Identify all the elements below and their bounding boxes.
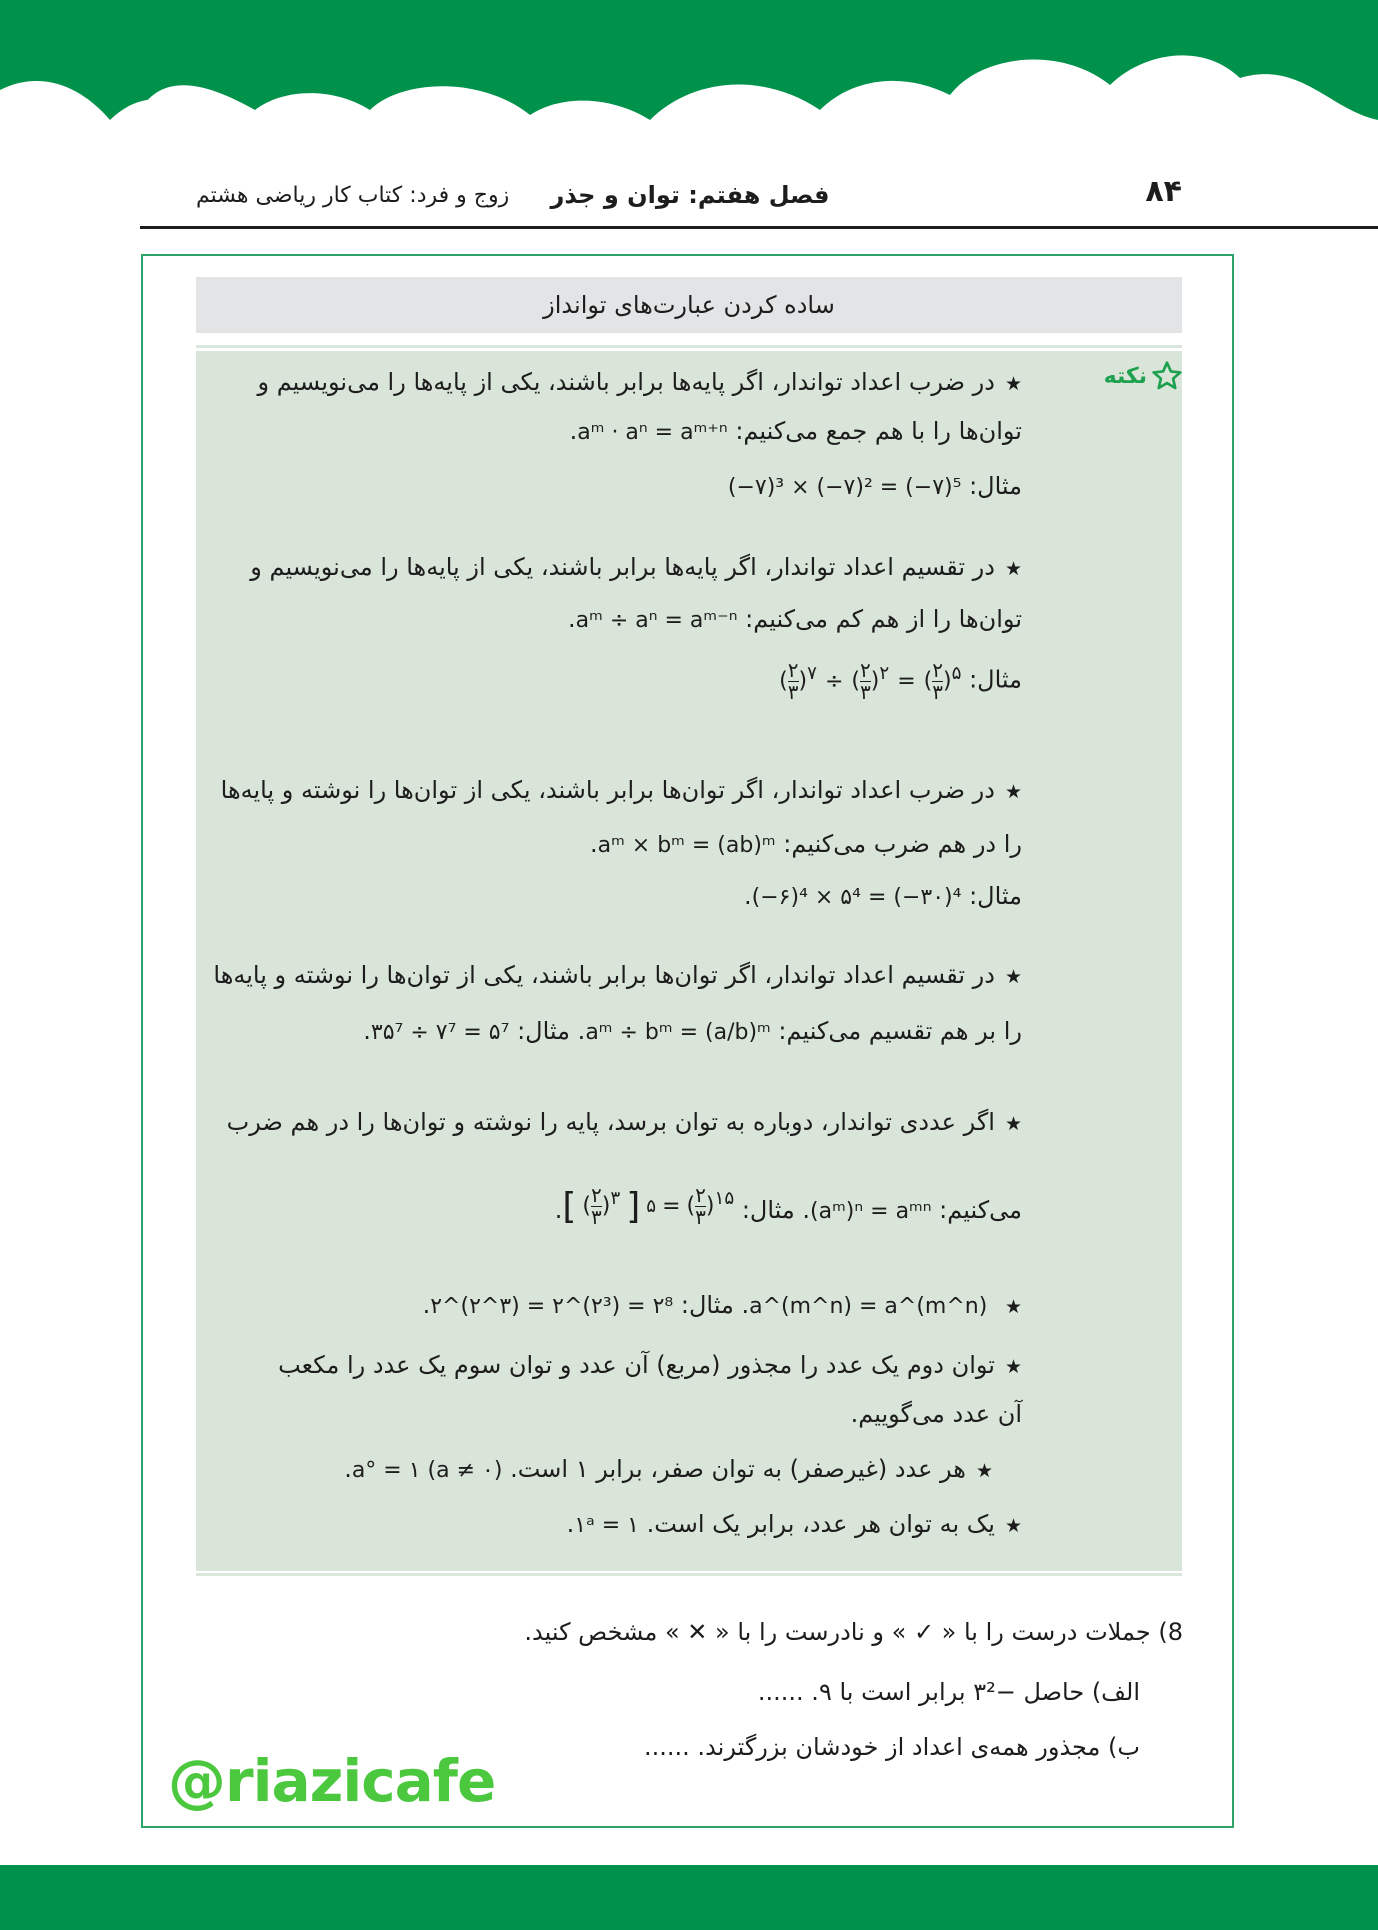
rule-7-line-1: ★توان دوم یک عدد را مجذور (مربع) آن عدد و توان سوم یک عدد را مکعب <box>278 1351 1022 1379</box>
watermark: @riazicafe <box>168 1747 496 1815</box>
rule-1-line-1: ★در ضرب اعداد تواندار، اگر پایه‌ها برابر باشند، یکی از پایه‌ها را می‌نویسیم و <box>257 368 1022 396</box>
rule-3-line-1: ★در ضرب اعداد تواندار، اگر توان‌ها برابر باشند، یکی از توان‌ها را نوشته و پایه‌ها <box>220 776 1022 804</box>
section-title: ساده کردن عبارت‌های توانداز <box>196 277 1182 333</box>
bullet-star-icon: ★ <box>975 1460 993 1482</box>
rule-9-formula: ۱ᵃ = ۱ <box>574 1513 639 1538</box>
rule-2-formula: aᵐ ÷ aⁿ = aᵐ⁻ⁿ <box>575 608 738 633</box>
rule-5-formula: (aᵐ)ⁿ = aᵐⁿ <box>810 1199 932 1224</box>
rule-3-example-formula: (−۶)⁴ × ۵⁴ = (−۳۰)⁴ <box>751 885 962 910</box>
divider <box>196 1573 1182 1576</box>
rule-8-line-1: ★هر عدد (غیرصفر) به توان صفر، برابر ۱ است. a° = ۱ (a ≠ ۰). <box>344 1455 993 1483</box>
rule-2-example: مثال: ( $\frac{۲}{۳}$ )$^۷$ ÷ ( $\frac{۲}{۳}$ )$^۲$ = ( $\frac{۲}{۳}$ )$^۵$ <box>779 658 1022 704</box>
rule-1-example-formula: (−۷)³ × (−۷)² = (−۷)⁵ <box>727 475 962 500</box>
bullet-star-icon: ★ <box>1004 1515 1022 1537</box>
star-icon <box>1151 360 1183 392</box>
header-cloud-banner <box>0 0 1378 170</box>
rule-3-line-2: را در هم ضرب می‌کنیم: aᵐ × bᵐ = (ab)ᵐ. <box>589 830 1022 858</box>
bullet-star-icon: ★ <box>1004 1356 1022 1378</box>
rule-4-example-formula: ۳۵⁷ ÷ ۷⁷ = ۵⁷ <box>370 1020 510 1045</box>
rule-2-example-formula: ( $\frac{۲}{۳}$ )$^۷$ ÷ ( $\frac{۲}{۳}$ )$^۲$ = ( $\frac{۲}{۳}$ )$^۵$ <box>779 658 962 704</box>
rule-6-example-formula: ۲^(۲^۳) = ۲^(۲³) = ۲⁸ <box>430 1294 674 1319</box>
exercise-number: 8) <box>1158 1618 1183 1646</box>
rule-4-formula: aᵐ ÷ bᵐ = (a/b)ᵐ <box>585 1020 771 1045</box>
rule-9-line-1: ★یک به توان هر عدد، برابر یک است. ۱ᵃ = ۱. <box>566 1510 1022 1538</box>
rule-5-example-formula: [ ( $\frac{۲}{۳}$ )$^۳$ ] ۵ = ( $\frac{۲}{۳}$ )$^{۱۵}$ <box>562 1183 735 1229</box>
rule-5-line-2: می‌کنیم: (aᵐ)ⁿ = aᵐⁿ. مثال: [ ( $\frac{۲}{۳}$ )$^۳$ ] ۵ = ( $\frac{۲}{۳}$ )$^{۱۵}$ . <box>554 1183 1022 1229</box>
bullet-star-icon: ★ <box>1004 1296 1022 1318</box>
rule-8-formula: a° = ۱ (a ≠ ۰) <box>351 1458 503 1483</box>
rule-1-example: مثال: (−۷)³ × (−۷)² = (−۷)⁵ <box>727 472 1022 500</box>
book-title: زوج و فرد: کتاب کار ریاضی هشتم <box>196 183 510 208</box>
bullet-star-icon: ★ <box>1004 373 1022 395</box>
rule-5-line-1: ★اگر عددی تواندار، دوباره به توان برسد، پایه را نوشته و توان‌ها را در هم ضرب <box>226 1108 1022 1136</box>
footer-bar <box>0 1865 1378 1930</box>
rule-4-line-1: ★در تقسیم اعداد تواندار، اگر توان‌ها برابر باشند، یکی از توان‌ها را نوشته و پایه‌ها <box>213 961 1022 989</box>
page-number: ۸۴ <box>1145 174 1182 209</box>
chapter-title: فصل هفتم: توان و جذر <box>550 181 830 209</box>
bullet-star-icon: ★ <box>1004 966 1022 988</box>
rule-6-line-1: ★ a^(m^n) = a^(m^n). مثال: ۲^(۲^۳) = ۲^(۲³) = ۲⁸. <box>422 1291 1022 1319</box>
rule-2-line-2: توان‌ها را از هم کم می‌کنیم: aᵐ ÷ aⁿ = aᵐ⁻ⁿ. <box>568 605 1022 633</box>
bullet-star-icon: ★ <box>1004 1113 1022 1135</box>
rule-6-formula: a^(m^n) = a^(m^n) <box>749 1294 988 1319</box>
rule-1-line-2: توان‌ها را با هم جمع می‌کنیم: aᵐ · aⁿ = aᵐ⁺ⁿ. <box>569 417 1022 445</box>
rule-1-formula: aᵐ · aⁿ = aᵐ⁺ⁿ <box>577 420 728 445</box>
bullet-star-icon: ★ <box>1004 558 1022 580</box>
rule-4-line-2: را بر هم تقسیم می‌کنیم: aᵐ ÷ bᵐ = (a/b)ᵐ. مثال: ۳۵⁷ ÷ ۷⁷ = ۵⁷. <box>363 1017 1022 1045</box>
divider <box>196 345 1182 348</box>
exercise-item-b: ب) مجذور همه‌ی اعداد از خودشان بزرگترند. ...... <box>644 1733 1140 1761</box>
bullet-star-icon: ★ <box>1004 781 1022 803</box>
rule-3-example: مثال: (−۶)⁴ × ۵⁴ = (−۳۰)⁴. <box>744 882 1022 910</box>
note-badge <box>1104 360 1183 392</box>
note-label: نکته <box>1103 363 1147 389</box>
rule-2-line-1: ★در تقسیم اعداد تواندار، اگر پایه‌ها برابر باشند، یکی از پایه‌ها را می‌نویسیم و <box>250 553 1022 581</box>
rule-3-formula: aᵐ × bᵐ = (ab)ᵐ <box>597 833 776 858</box>
header-rule <box>140 226 1378 229</box>
exercise-instruction: 8) جملات درست را با « ✓ » و نادرست را با « ✕ » مشخص کنید. <box>524 1618 1183 1646</box>
rule-7-line-2: آن عدد می‌گوییم. <box>850 1400 1022 1428</box>
exercise-item-a: الف) حاصل −۳² برابر است با ۹. ...... <box>757 1678 1140 1706</box>
